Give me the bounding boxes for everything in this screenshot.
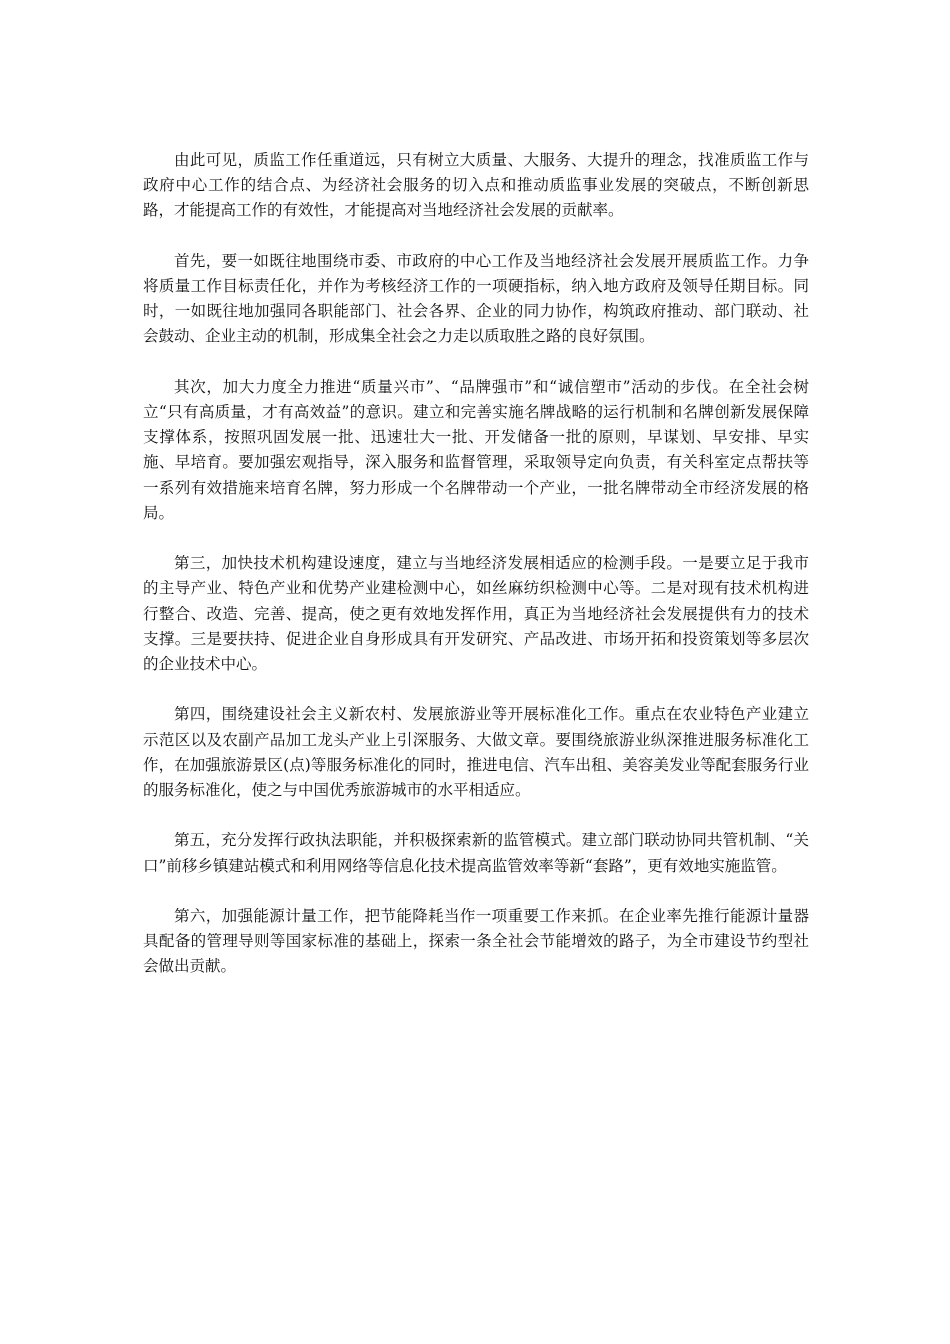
paragraph-second: 其次，加大力度全力推进“质量兴市”、“品牌强市”和“诚信塑市”活动的步伐。在全社会树立“只有高质量，才有高效益”的意识。建立和完善实施名牌战略的运行机制和名牌创新发展保障支撑体系，按照巩固发展一批、迅速壮大一批、开发储备一批的原则，早谋划、早安排、早实施、早培育。要加强宏观指导，深入服务和监督管理，采取领导定向负责，有关科室定点帮扶等一系列有效措施来培育名牌，努力形成一个名牌带动一个产业，一批名牌带动全市经济发展的格局。 bbox=[143, 377, 809, 522]
document-body bbox=[143, 148, 809, 1005]
paragraph-fifth: 第五，充分发挥行政执法职能，并积极探索新的监管模式。建立部门联动协同共管机制、“关口”前移乡镇建站模式和利用网络等信息化技术提高监管效率等新“套路”，更有效地实施监管。 bbox=[143, 831, 809, 875]
paragraph-sixth: 第六，加强能源计量工作，把节能降耗当作一项重要工作来抓。在企业率先推行能源计量器具配备的管理导则等国家标准的基础上，探索一条全社会节能增效的路子，为全市建设节约型社会做出贡献。 bbox=[143, 907, 809, 976]
paragraph-intro: 由此可见，质监工作任重道远，只有树立大质量、大服务、大提升的理念，找准质监工作与政府中心工作的结合点、为经济社会服务的切入点和推动质监事业发展的突破点，不断创新思路，才能提高工作的有效性，才能提高对当地经济社会发展的贡献率。 bbox=[143, 151, 809, 220]
paragraph-first: 首先，要一如既往地围绕市委、市政府的中心工作及当地经济社会发展开展质监工作。力争将质量工作目标责任化，并作为考核经济工作的一项硬指标，纳入地方政府及领导任期目标。同时，一如既往地加强同各职能部门、社会各界、企业的同力协作，构筑政府推动、部门联动、社会鼓动、企业主动的机制，形成集全社会之力走以质取胜之路的良好氛围。 bbox=[143, 251, 809, 346]
paragraph-third: 第三，加快技术机构建设速度，建立与当地经济发展相适应的检测手段。一是要立足于我市的主导产业、特色产业和优势产业建检测中心，如丝麻纺织检测中心等。二是对现有技术机构进行整合、改造、完善、提高，使之更有效地发挥作用，真正为当地经济社会发展提供有力的技术支撑。三是要扶持、促进企业自身形成具有开发研究、产品改进、市场开拓和投资策划等多层次的企业技术中心。 bbox=[143, 554, 809, 674]
paragraph-fourth: 第四，围绕建设社会主义新农村、发展旅游业等开展标准化工作。重点在农业特色产业建立示范区以及农副产品加工龙头产业上引深服务、大做文章。要围绕旅游业纵深推进服务标准化工作，在加强旅游景区(点)等服务标准化的同时，推进电信、汽车出租、美容美发业等配套服务行业的服务标准化，使之与中国优秀旅游城市的水平相适应。 bbox=[143, 705, 809, 800]
